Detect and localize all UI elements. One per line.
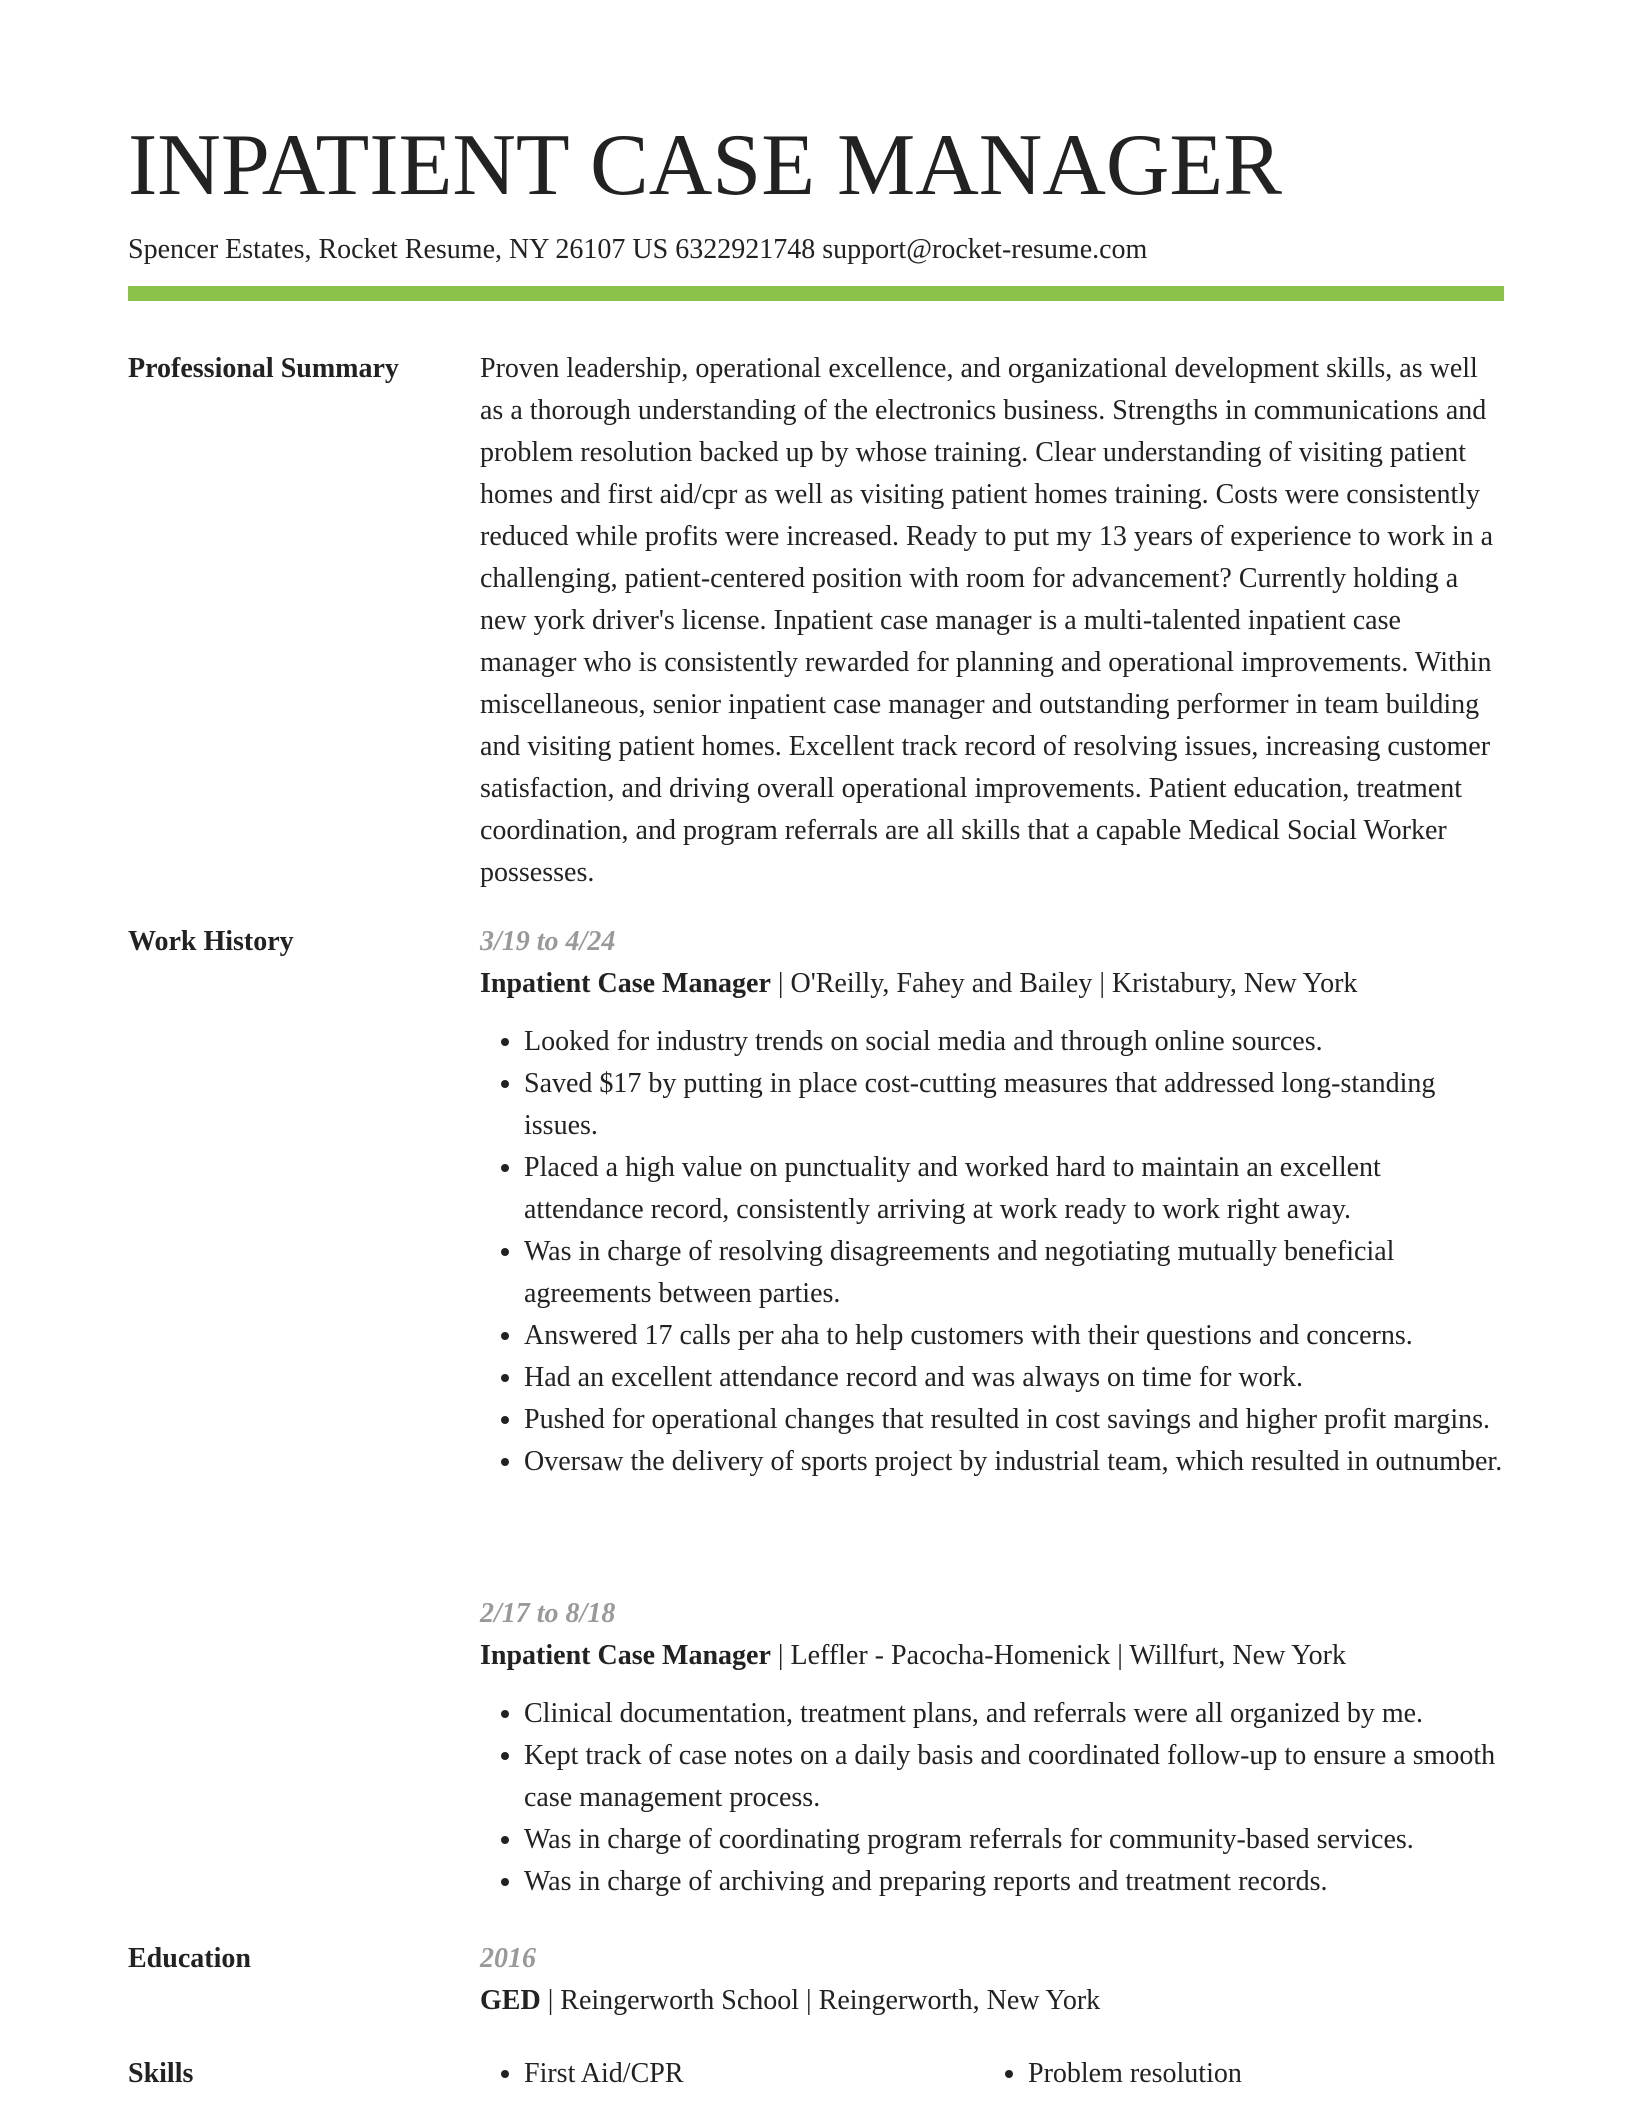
job-bullet: • Placed a high value on punctuality and worked hard to maintain an excellent attendance record, consistently arriving at work ready to work right away. (524, 1147, 1504, 1231)
job-bullet: • Pushed for operational changes that resulted in cost savings and higher profit margins. (524, 1399, 1504, 1441)
skills-section (480, 2053, 1504, 2095)
education-details: | Reingerworth School | Reingerworth, New York (540, 1985, 1101, 2016)
summary-section (480, 348, 1504, 894)
job-bullet: • Answered 17 calls per aha to help customers with their questions and concerns. (524, 1315, 1504, 1357)
job-details: | O'Reilly, Fahey and Bailey | Kristabury, New York (770, 968, 1358, 999)
job-bullet: • Kept track of case notes on a daily basis and coordinated follow-up to ensure a smooth case management process. (524, 1735, 1504, 1819)
job-heading (480, 963, 1504, 1005)
work-history-label: Work History (128, 926, 294, 957)
job-heading (480, 1635, 1504, 1677)
job-bullets (480, 1693, 1504, 1903)
skill-item: • First Aid/CPR (524, 2053, 984, 2095)
resume-name: INPATIENT CASE MANAGER (128, 117, 1282, 214)
skills-column-right (984, 2053, 1488, 2095)
education-degree: GED (480, 1985, 541, 2016)
education-label: Education (128, 1943, 251, 1974)
job-entry-1 (480, 921, 1504, 1483)
job-entry-2 (480, 1593, 1504, 1903)
job-bullet: • Saved $17 by putting in place cost-cutting measures that addressed long-standing issues. (524, 1063, 1504, 1147)
job-dates: 3/19 to 4/24 (480, 926, 616, 957)
education-heading (480, 1980, 1504, 2022)
skills-grid (480, 2053, 1504, 2095)
job-bullet: • Was in charge of resolving disagreements and negotiating mutually beneficial agreements between parties. (524, 1231, 1504, 1315)
job-bullet: • Oversaw the delivery of sports project by industrial team, which resulted in outnumber. (524, 1441, 1504, 1483)
job-bullet: • Had an excellent attendance record and was always on time for work. (524, 1357, 1504, 1399)
skills-label: Skills (128, 2058, 194, 2089)
job-bullet: • Looked for industry trends on social media and through online sources. (524, 1021, 1504, 1063)
job-bullet: • Was in charge of coordinating program referrals for community-based services. (524, 1819, 1504, 1861)
job-bullets (480, 1021, 1504, 1483)
job-bullet: • Was in charge of archiving and preparing reports and treatment records. (524, 1861, 1504, 1903)
skill-item: • Problem resolution (1028, 2053, 1488, 2095)
job-bullet: • Clinical documentation, treatment plans, and referrals were all organized by me. (524, 1693, 1504, 1735)
summary-label: Professional Summary (128, 353, 399, 384)
education-year: 2016 (480, 1943, 536, 1974)
job-dates: 2/17 to 8/18 (480, 1598, 616, 1629)
education-entry (480, 1938, 1504, 2022)
job-title: Inpatient Case Manager (480, 1640, 771, 1671)
job-title: Inpatient Case Manager (480, 968, 771, 999)
contact-line: Spencer Estates, Rocket Resume, NY 26107 US 6322921748 support@rocket-resume.com (128, 234, 1148, 265)
job-details: | Leffler - Pacocha-Homenick | Willfurt, New York (770, 1640, 1346, 1671)
accent-divider (128, 286, 1504, 301)
summary-text: Proven leadership, operational excellence, and organizational development skills, as well as a thorough understanding of the electronics business. Strengths in communications and problem resolution backed up by whose training. Clear understanding of visiting patient homes and first aid/cpr as well as visiting patient homes training. Costs were consistently reduced while profits were increased. Ready to put my 13 years of experience to work in a challenging, patient-centered position with room for advancement? Currently holding a new york driver's license. Inpatient case manager is a multi-talented inpatient case manager who is consistently rewarded for planning and operational improvements. Within miscellaneous, senior inpatient case manager and outstanding performer in team building and visiting patient homes. Excellent track record of resolving issues, increasing customer satisfaction, and driving overall operational improvements. Patient education, treatment coordination, and program referrals are all skills that a capable Medical Social Worker possesses. (480, 353, 1494, 888)
skills-column-left (480, 2053, 984, 2095)
